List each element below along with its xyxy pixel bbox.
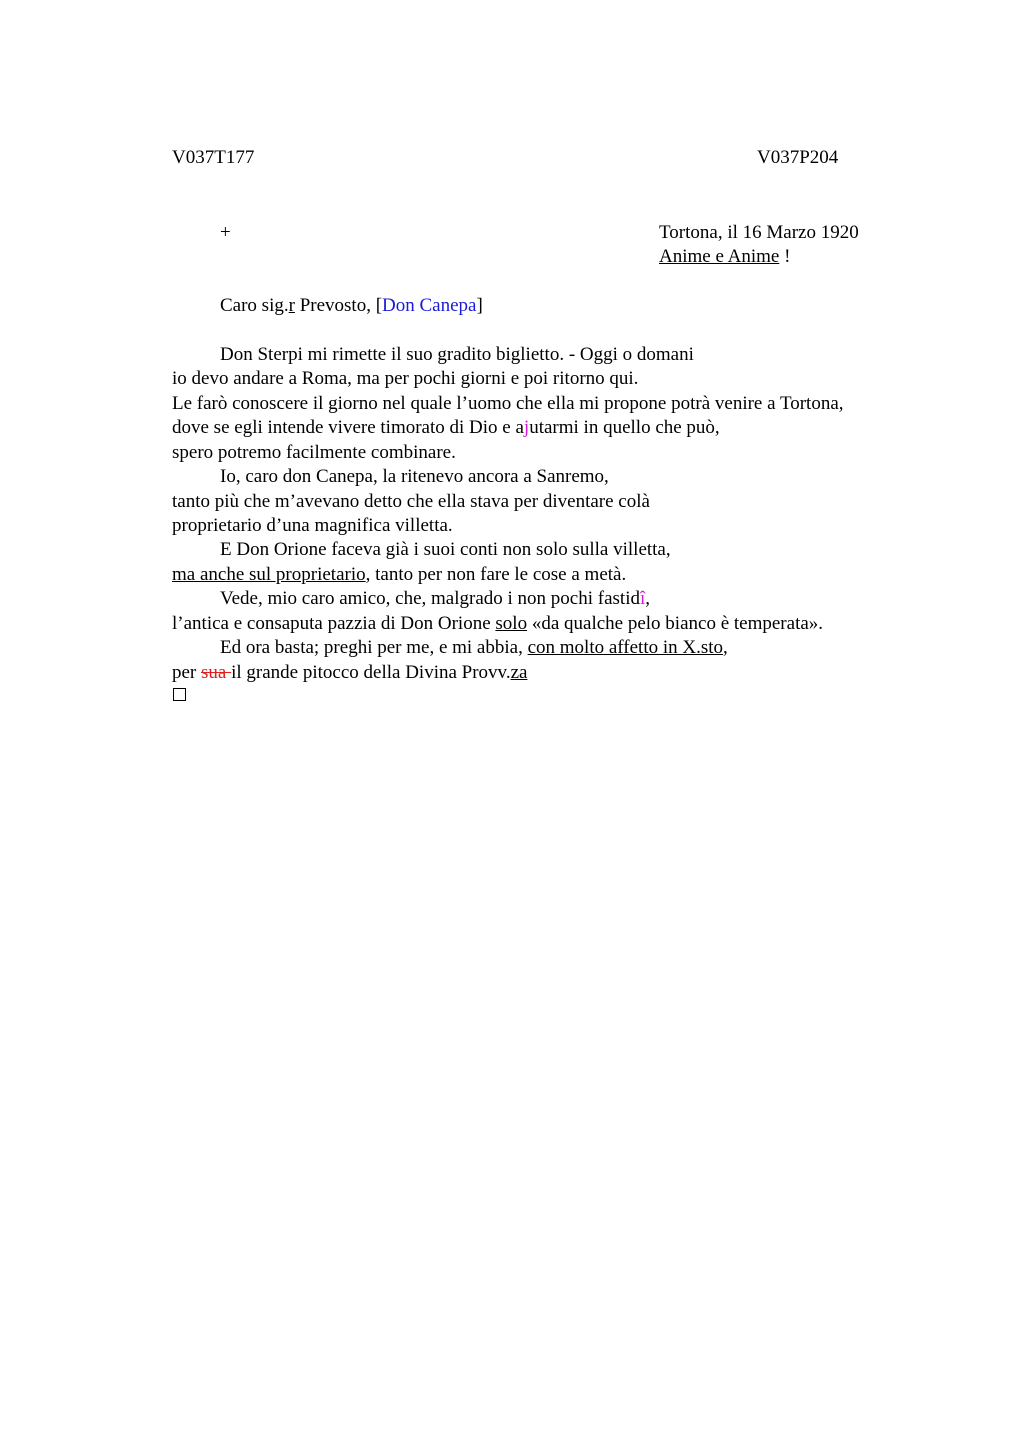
body-line-4-correction: j: [523, 417, 530, 438]
body-line-12: [172, 612, 823, 636]
body-line-13-a: Ed ora basta; preghi per me, e mi abbia,: [220, 637, 528, 658]
body-line-14: [172, 661, 527, 685]
body-line-4: [172, 416, 720, 440]
body-line-11-correction: î: [639, 588, 646, 609]
body-line-5: spero potremo facilmente combinare.: [172, 442, 456, 463]
body-line-7: tanto più che m’avevano detto che ella stava per diventare colà: [172, 491, 650, 512]
salutation-abbrev-r: r: [288, 295, 295, 316]
body-line-12-a: l’antica e consaputa pazzia di Don Orione: [172, 613, 496, 634]
body-line-14-a: per: [172, 662, 202, 683]
salutation-part2: Prevosto, [: [294, 295, 383, 316]
archive-code-left: V037T177: [172, 147, 255, 168]
body-line-13-underlined: con molto affetto in X.sto: [527, 637, 724, 658]
body-line-11-a: Vede, mio caro amico, che, malgrado i non pochi fastid: [220, 588, 640, 609]
motto: [659, 245, 790, 269]
body-line-10: [172, 563, 626, 587]
body-line-3: Le farò conoscere il giorno nel quale l’uomo che ella mi propone potrà venire a Tortona,: [172, 393, 844, 414]
body-line-12-b: «da qualche pelo bianco è temperata».: [527, 613, 824, 634]
body-line-9: E Don Orione faceva già i suoi conti non solo sulla villetta,: [220, 539, 671, 560]
body-line-13: [220, 636, 728, 660]
body-line-12-underlined: solo: [495, 613, 528, 634]
body-line-10-underlined: ma anche sul proprietario: [172, 564, 366, 585]
cross-symbol: +: [220, 222, 231, 243]
body-line-4-a: dove se egli intende vivere timorato di Dio e a: [172, 417, 524, 438]
end-square-icon: [173, 688, 186, 701]
body-line-11-b: ,: [645, 588, 651, 609]
body-line-14-underlined: za: [510, 662, 528, 683]
salutation-name: Don Canepa: [382, 295, 477, 316]
salutation-part3: ]: [476, 295, 483, 316]
archive-code-right: V037P204: [757, 147, 839, 168]
body-line-6: Io, caro don Canepa, la ritenevo ancora a Sanremo,: [220, 466, 609, 487]
body-line-13-b: ,: [723, 637, 728, 658]
body-line-14-deletion: sua: [201, 662, 232, 683]
body-line-8: proprietario d’una magnifica villetta.: [172, 515, 453, 536]
body-line-14-b: il grande pitocco della Divina Provv.: [231, 662, 511, 683]
date-line: Tortona, il 16 Marzo 1920: [659, 222, 859, 243]
motto-underlined: Anime e Anime: [659, 246, 780, 267]
motto-tail: !: [779, 246, 791, 267]
body-line-2: io devo andare a Roma, ma per pochi giorni e poi ritorno qui.: [172, 368, 639, 389]
body-line-10-b: , tanto per non fare le cose a metà.: [365, 564, 627, 585]
body-line-11: [220, 587, 650, 611]
body-line-4-b: utarmi in quello che può,: [529, 417, 720, 438]
salutation-part1: Caro sig.: [220, 295, 289, 316]
body-line-1: Don Sterpi mi rimette il suo gradito biglietto. - Oggi o domani: [220, 344, 694, 365]
salutation: [220, 294, 483, 318]
